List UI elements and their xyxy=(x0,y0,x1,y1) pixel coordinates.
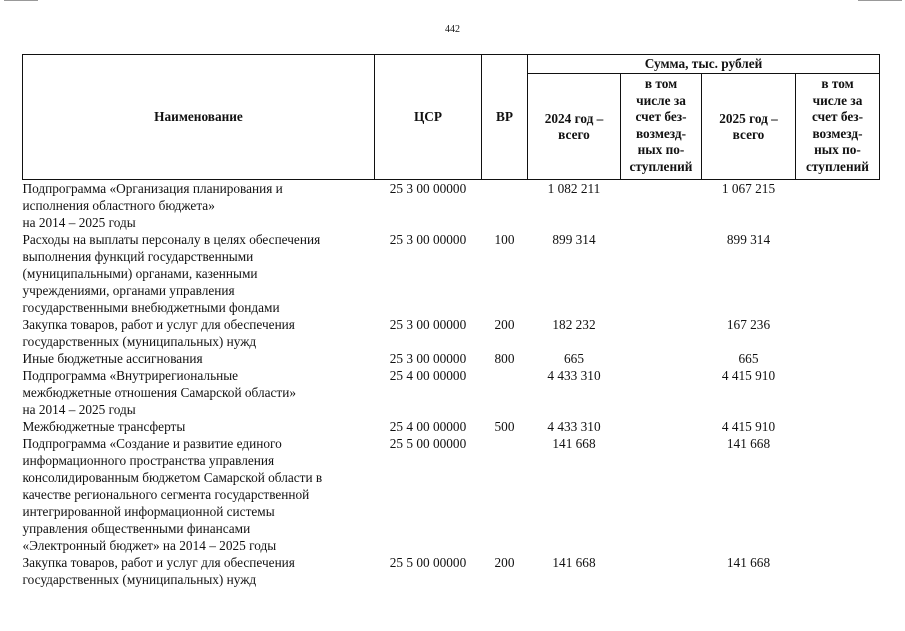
row-2024-incl xyxy=(621,435,702,554)
row-2025-incl xyxy=(796,367,880,418)
row-csr: 25 5 00 00000 xyxy=(389,436,467,451)
table-row xyxy=(23,554,880,588)
table-row xyxy=(23,367,880,418)
row-2025-total: 4 415 910 xyxy=(721,368,776,383)
header-2025-total-line: 2025 год – xyxy=(719,110,778,126)
row-name xyxy=(23,367,375,418)
header-2025-incl xyxy=(796,74,880,180)
header-2024-incl xyxy=(621,74,702,180)
header-2025-incl-line: ступлений xyxy=(806,158,869,174)
row-name-line: (муниципальными) органами, казенными xyxy=(22,266,258,281)
row-2024-total: 182 232 xyxy=(552,317,596,332)
row-name-line: Закупка товаров, работ и услуг для обеспечения xyxy=(22,555,295,570)
row-2024-incl xyxy=(621,418,702,435)
row-name-line: консолидированным бюджетом Самарской области в xyxy=(22,470,323,485)
row-name-line: Иные бюджетные ассигнования xyxy=(22,351,203,366)
header-2024-incl-line: счет без- xyxy=(635,109,687,124)
row-2025-incl xyxy=(796,435,880,554)
row-name xyxy=(23,350,375,367)
row-2025-total: 4 415 910 xyxy=(721,419,776,434)
row-2025-incl xyxy=(796,316,880,350)
row-name-line: Межбюджетные трансферты xyxy=(22,419,186,434)
row-2024-incl xyxy=(621,180,702,232)
row-vr xyxy=(482,435,528,554)
row-2024-total: 141 668 xyxy=(552,555,596,570)
row-2024-total: 4 433 310 xyxy=(547,419,601,434)
header-2024-total xyxy=(528,74,621,180)
table-body xyxy=(23,180,880,589)
table-row xyxy=(23,231,880,316)
row-2025-incl xyxy=(796,231,880,316)
row-vr xyxy=(482,180,528,232)
row-csr: 25 3 00 00000 xyxy=(389,232,467,247)
row-2025-total: 141 668 xyxy=(726,436,771,451)
header-2025-total xyxy=(702,74,796,180)
budget-table xyxy=(22,54,880,588)
row-name-line: учреждениями, органами управления xyxy=(22,283,235,298)
header-2025-incl-line: в том xyxy=(821,76,854,91)
header-2025-incl-line: возмезд- xyxy=(812,125,863,141)
row-name-line: государственных (муниципальных) нужд xyxy=(22,572,257,587)
table-row xyxy=(23,435,880,554)
row-name-line: информационного пространства управления xyxy=(22,453,275,468)
row-csr: 25 5 00 00000 xyxy=(389,555,467,570)
row-name xyxy=(23,435,375,554)
row-name-line: Расходы на выплаты персоналу в целях обеспечения xyxy=(22,232,321,247)
row-2025-total: 141 668 xyxy=(726,555,771,570)
row-name xyxy=(23,180,375,232)
row-2024-total: 4 433 310 xyxy=(547,368,601,383)
table-row xyxy=(23,418,880,435)
row-name-line: «Электронный бюджет» на 2014 – 2025 годы xyxy=(22,538,277,553)
row-name-line: интегрированной информационной системы xyxy=(22,504,275,519)
row-name xyxy=(23,554,375,588)
header-sum-group: Сумма, тыс. рублей xyxy=(528,55,880,74)
row-2024-incl xyxy=(621,554,702,588)
row-name xyxy=(23,418,375,435)
header-2025-total-line: всего xyxy=(732,126,765,142)
row-name-line: исполнения областного бюджета» xyxy=(22,198,215,213)
header-2025-incl-line: числе за xyxy=(812,92,863,108)
row-2025-total: 899 314 xyxy=(726,232,771,247)
header-2024-incl-line: ступлений xyxy=(629,158,693,174)
row-2025-incl xyxy=(796,554,880,588)
header-csr: ЦСР xyxy=(375,55,482,180)
row-name-line: выполнения функций государственными xyxy=(22,249,254,264)
row-name-line: управления общественными финансами xyxy=(22,521,251,536)
row-2025-total: 167 236 xyxy=(726,317,771,332)
row-name-line: Закупка товаров, работ и услуг для обеспечения xyxy=(22,317,295,332)
header-2025-incl-line: ных по- xyxy=(814,142,861,157)
page-number: 442 xyxy=(445,24,460,35)
row-csr: 25 4 00 00000 xyxy=(389,419,467,434)
scan-edge-mark xyxy=(4,0,38,1)
row-2024-incl xyxy=(621,367,702,418)
row-name-line: качестве регионального сегмента государственной xyxy=(22,487,310,502)
header-2024-incl-line: возмезд- xyxy=(635,125,687,141)
row-name-line: Подпрограмма «Создание и развитие единого xyxy=(22,436,282,451)
header-2024-total-line: всего xyxy=(558,126,590,142)
row-vr: 100 xyxy=(494,232,515,247)
row-vr: 200 xyxy=(494,317,515,332)
row-name-line: государственных (муниципальных) нужд xyxy=(22,334,257,349)
row-vr: 500 xyxy=(494,419,515,434)
row-2024-incl xyxy=(621,316,702,350)
row-name-line: межбюджетные отношения Самарской области» xyxy=(22,385,296,400)
row-2024-total: 665 xyxy=(564,351,584,366)
row-vr: 200 xyxy=(494,555,515,570)
row-name-line: на 2014 – 2025 годы xyxy=(22,215,136,230)
row-2025-incl xyxy=(796,180,880,232)
row-vr xyxy=(482,367,528,418)
scan-edge-mark xyxy=(858,0,902,1)
header-2024-incl-line: ных по- xyxy=(637,142,685,157)
row-name xyxy=(23,316,375,350)
row-csr: 25 3 00 00000 xyxy=(389,181,467,196)
row-csr: 25 4 00 00000 xyxy=(389,368,467,383)
row-2024-incl xyxy=(621,231,702,316)
row-name-line: Подпрограмма «Организация планирования и xyxy=(22,181,283,196)
header-2024-total-line: 2024 год – xyxy=(544,110,604,126)
row-2024-total: 141 668 xyxy=(552,436,596,451)
header-2025-incl-line: счет без- xyxy=(811,109,864,124)
table-row xyxy=(23,316,880,350)
header-2024-incl-line: в том xyxy=(644,76,678,91)
row-vr: 800 xyxy=(494,351,515,366)
row-2024-total: 899 314 xyxy=(552,232,596,247)
row-csr: 25 3 00 00000 xyxy=(389,351,467,366)
header-2024-incl-line: числе за xyxy=(636,92,686,108)
row-name xyxy=(23,231,375,316)
header-name: Наименование xyxy=(23,55,375,180)
row-2024-incl xyxy=(621,350,702,367)
header-vr: ВР xyxy=(482,55,528,180)
table-row xyxy=(23,350,880,367)
row-name-line: государственными внебюджетными фондами xyxy=(22,300,280,315)
row-2025-total: 665 xyxy=(738,351,759,366)
row-csr: 25 3 00 00000 xyxy=(389,317,467,332)
row-name-line: на 2014 – 2025 годы xyxy=(22,402,136,417)
row-2024-total: 1 082 211 xyxy=(547,181,601,196)
row-2025-total: 1 067 215 xyxy=(721,181,776,196)
table-row xyxy=(23,180,880,232)
row-2025-incl xyxy=(796,418,880,435)
row-2025-incl xyxy=(796,350,880,367)
row-name-line: Подпрограмма «Внутрирегиональные xyxy=(22,368,239,383)
